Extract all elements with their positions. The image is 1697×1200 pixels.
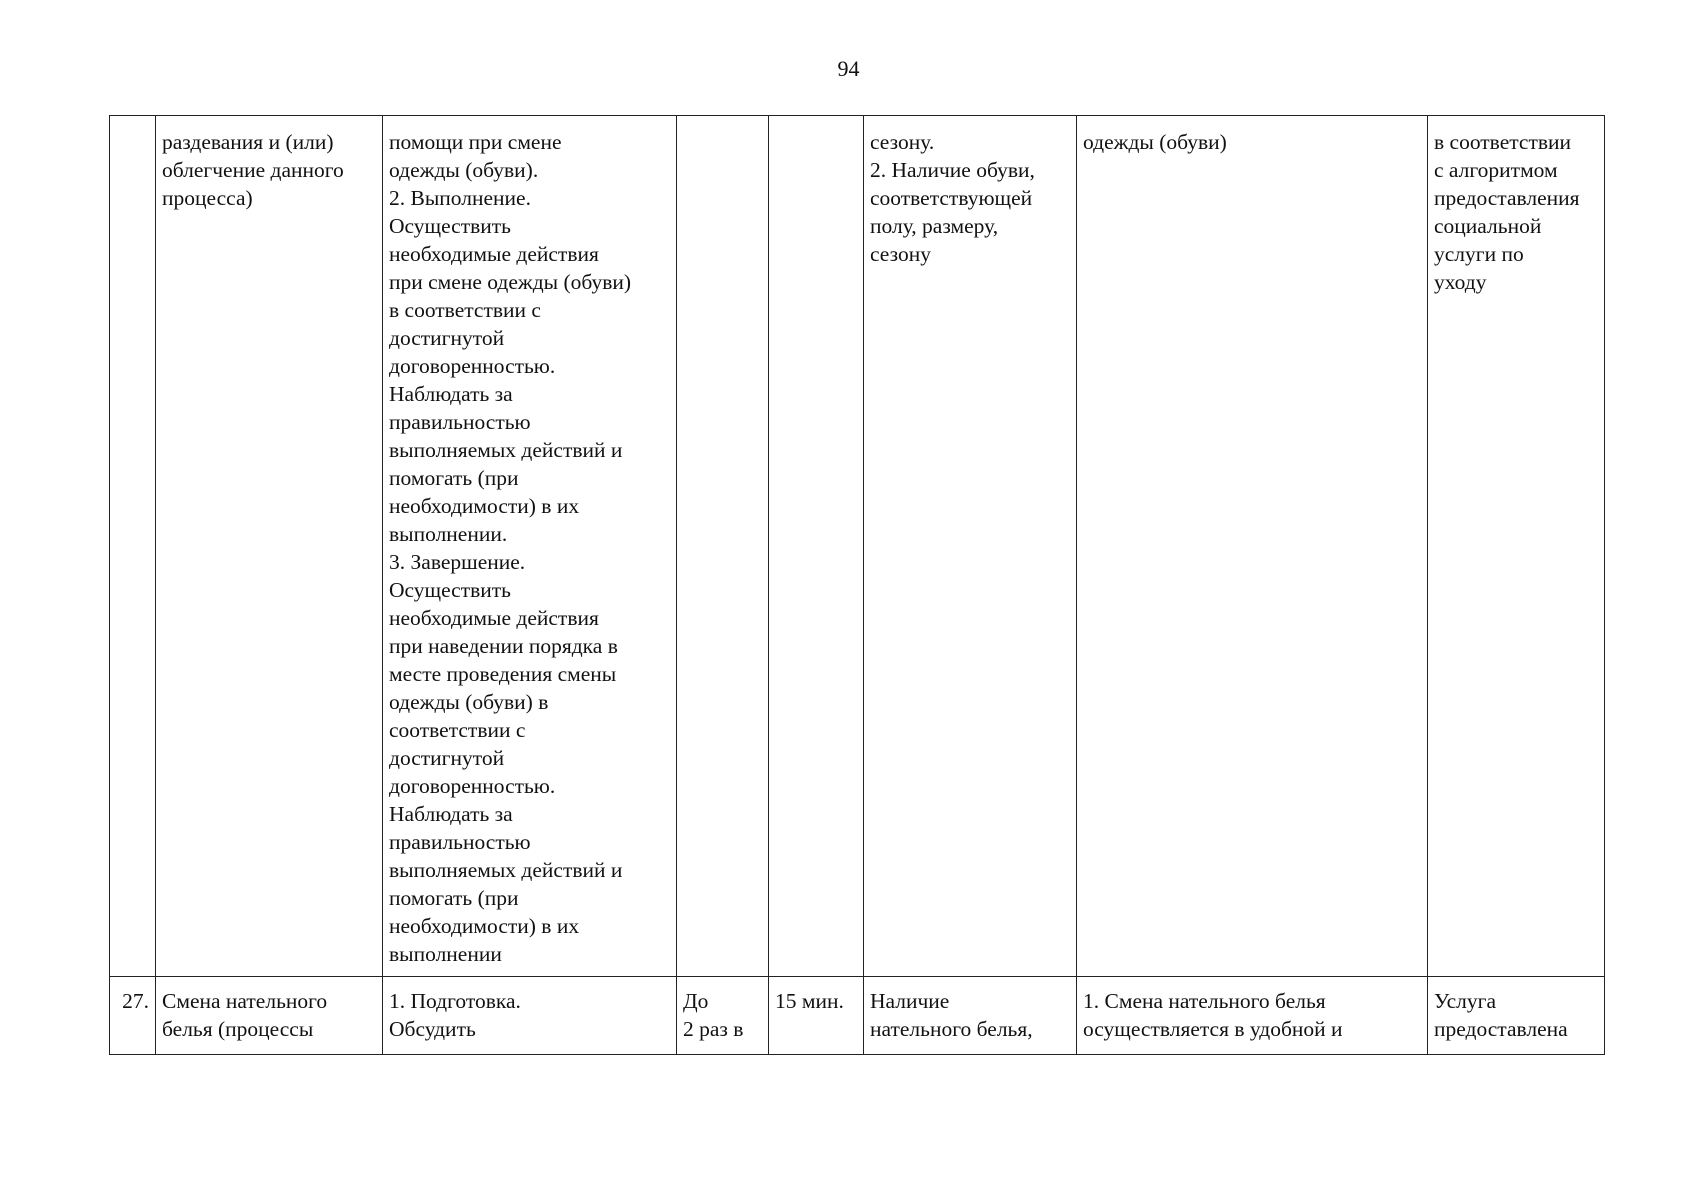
cell-description: помощи при смене одежды (обуви). 2. Выполнение. Осуществить необходимые действия при смене одежды (обуви) в соответствии с достигнутой договоренностью. Наблюдать за правильностью выполняемых действий и помогать (при необходимости) в их выполнении. 3. Завершение. Осуществить необходимые действия при наведении порядка в месте проведения смены одежды (обуви) в соответствии с достигнутой договоренностью. Наблюдать за правильностью выполняемых действий и помогать (при необходимости) в их выполнении xyxy=(383,116,677,977)
cell-service-name: Смена нательного белья (процессы xyxy=(156,977,383,1055)
cell-conditions: сезону. 2. Наличие обуви, соответствующей полу, размеру, сезону xyxy=(864,116,1077,977)
services-table xyxy=(109,115,1605,1055)
cell-frequency xyxy=(677,116,769,977)
cell-frequency: До 2 раз в xyxy=(677,977,769,1055)
table-row xyxy=(110,116,1605,977)
cell-service-name: раздевания и (или) облегчение данного процесса) xyxy=(156,116,383,977)
cell-duration: 15 мин. xyxy=(769,977,864,1055)
cell-description: 1. Подготовка. Обсудить xyxy=(383,977,677,1055)
cell-result: Услуга предоставлена xyxy=(1428,977,1605,1055)
cell-quality: одежды (обуви) xyxy=(1077,116,1428,977)
cell-number xyxy=(110,116,156,977)
cell-number: 27. xyxy=(110,977,156,1055)
cell-conditions: Наличие нательного белья, xyxy=(864,977,1077,1055)
table-row xyxy=(110,977,1605,1055)
cell-result: в соответствии с алгоритмом предоставления социальной услуги по уходу xyxy=(1428,116,1605,977)
cell-duration xyxy=(769,116,864,977)
page-number: 94 xyxy=(837,56,860,81)
cell-quality: 1. Смена нательного белья осуществляется в удобной и xyxy=(1077,977,1428,1055)
